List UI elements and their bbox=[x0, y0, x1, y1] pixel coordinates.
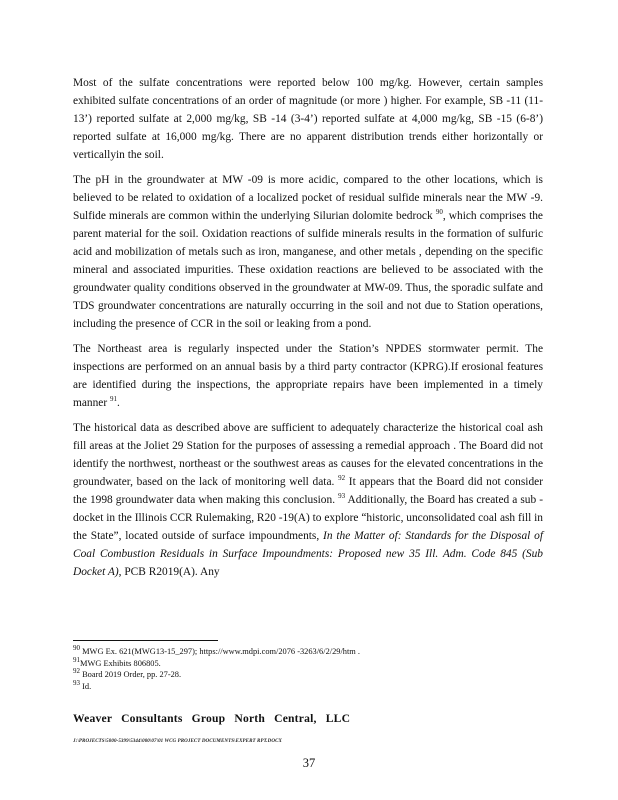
footnote-text: Id. bbox=[80, 681, 92, 691]
paragraph-text: The pH in the groundwater at MW -09 is more acidic, compared to the other locations, which is believed to be related to oxidation of a localized pocket of residual sulfide minerals near the MW -9. Sulfide minerals are common within the underlying Silurian dolomite bedrock bbox=[73, 174, 543, 222]
body-text bbox=[73, 74, 543, 588]
paragraph-text: . bbox=[117, 397, 120, 409]
paragraph-text: Most of the sulfate concentrations were reported below 100 mg/kg. However, certain samples exhibited sulfate concentrations of an order of magnitude (or more ) higher. For example, SB -11 (11-13’) reported sulfate at 2,000 mg/kg, SB -14 (3-4’) reported sulfate at 4,000 mg/kg, SB -15 (6-8’) reported sulfate at 16,000 mg/kg. There are no apparent distribution trends either horizontally or verticallyin the soil. bbox=[73, 77, 543, 161]
footnote-92: $^{92}$ Board 2019 Order, pp. 27-28. bbox=[73, 667, 182, 679]
case-citation: In the Matter of: Standards for the Disposal of Coal Combustion Residuals in Surface Impoundments: Proposed new 35 Ill. Adm. Code 845 (Sub Docket A) bbox=[73, 530, 543, 578]
paragraph-text: The Northeast area is regularly inspected under the Station’s NPDES stormwater permit. The inspections are performed on an annual basis by a third party contractor (KPRG).If erosional features are identified during the inspections, the appropriate repairs have been implemented in a timely manner bbox=[73, 343, 543, 409]
file-path: J:\PROJECTS\5000-5399\5344\000\07\01 WCG PROJECT DOCUMENTS\EXPERT RPT.DOCX bbox=[73, 739, 282, 744]
paragraph-text: The historical data as described above are sufficient to adequately characterize the historical coal ash fill areas at the Joliet 29 Station for the purposes of assessing a remedial approach . The Board did not identify the northwest, northeast or the southwest areas as causes for the elevated concentrations in the groundwater, based on the lack of monitoring well data. bbox=[73, 422, 543, 488]
paragraph-text: , which comprises the parent material for the soil. Oxidation reactions of sulfide minerals results in the formation of sulfuric acid and mobilization of metals such as iron, manganese, and other metals , depending on the specific mineral and associated impurities. These oxidation reactions are believed to be associated with the groundwater quality conditions observed in the groundwater at MW-09. Thus, the sporadic sulfate and TDS groundwater concentrations are naturally occurring in the soil and not due to Station operations, including the presence of CCR in the soil or leaking from a pond. bbox=[73, 210, 543, 330]
footnotes bbox=[73, 646, 543, 692]
footnote-ref-90[interactable]: 90 bbox=[435, 208, 443, 217]
footnote-text: MWG Exhibits 806805. bbox=[80, 658, 161, 668]
paragraph-groundwater-ph bbox=[73, 171, 543, 333]
page-number: 37 bbox=[302, 756, 316, 770]
paragraph-northeast-area bbox=[73, 340, 543, 412]
footnote-text: Board 2019 Order, pp. 27-28. bbox=[80, 670, 182, 679]
paragraph-historical-data bbox=[73, 419, 543, 581]
footnote-91: $^{91}$MWG Exhibits 806805. bbox=[73, 655, 161, 668]
footnote-90: $^{90}$ MWG Ex. 621(MWG13-15_297); https://www.mdpi.com/2076 -3263/6/2/29/htm . bbox=[73, 644, 361, 656]
paragraph-sulfate-concentrations bbox=[73, 74, 543, 164]
footnote-separator bbox=[73, 640, 218, 641]
paragraph-text: Additionally, the Board has created a sub -docket in the Illinois CCR Rulemaking, R20 -19(A) to explore “historic, unconsolidated coal ash fill in the State”, located outside of surface impoundments, bbox=[73, 494, 543, 542]
footnote-ref-93[interactable]: 93 bbox=[338, 492, 346, 501]
paragraph-text: It appears that the Board did not consider the 1998 groundwater data when making this conclusion. bbox=[73, 476, 544, 506]
footnote-text: MWG Ex. 621(MWG13-15_297); https://www.mdpi.com/2076 -3263/6/2/29/htm . bbox=[80, 647, 361, 656]
footnote-93: $^{93}$ Id. bbox=[73, 678, 92, 691]
paragraph-text: , PCB R2019(A). Any bbox=[118, 566, 220, 578]
footnote-ref-91[interactable]: 91 bbox=[110, 395, 118, 404]
firm-name: Weaver Consultants Group North Central, LLC bbox=[73, 712, 351, 725]
footnote-ref-92[interactable]: 92 bbox=[338, 474, 346, 483]
